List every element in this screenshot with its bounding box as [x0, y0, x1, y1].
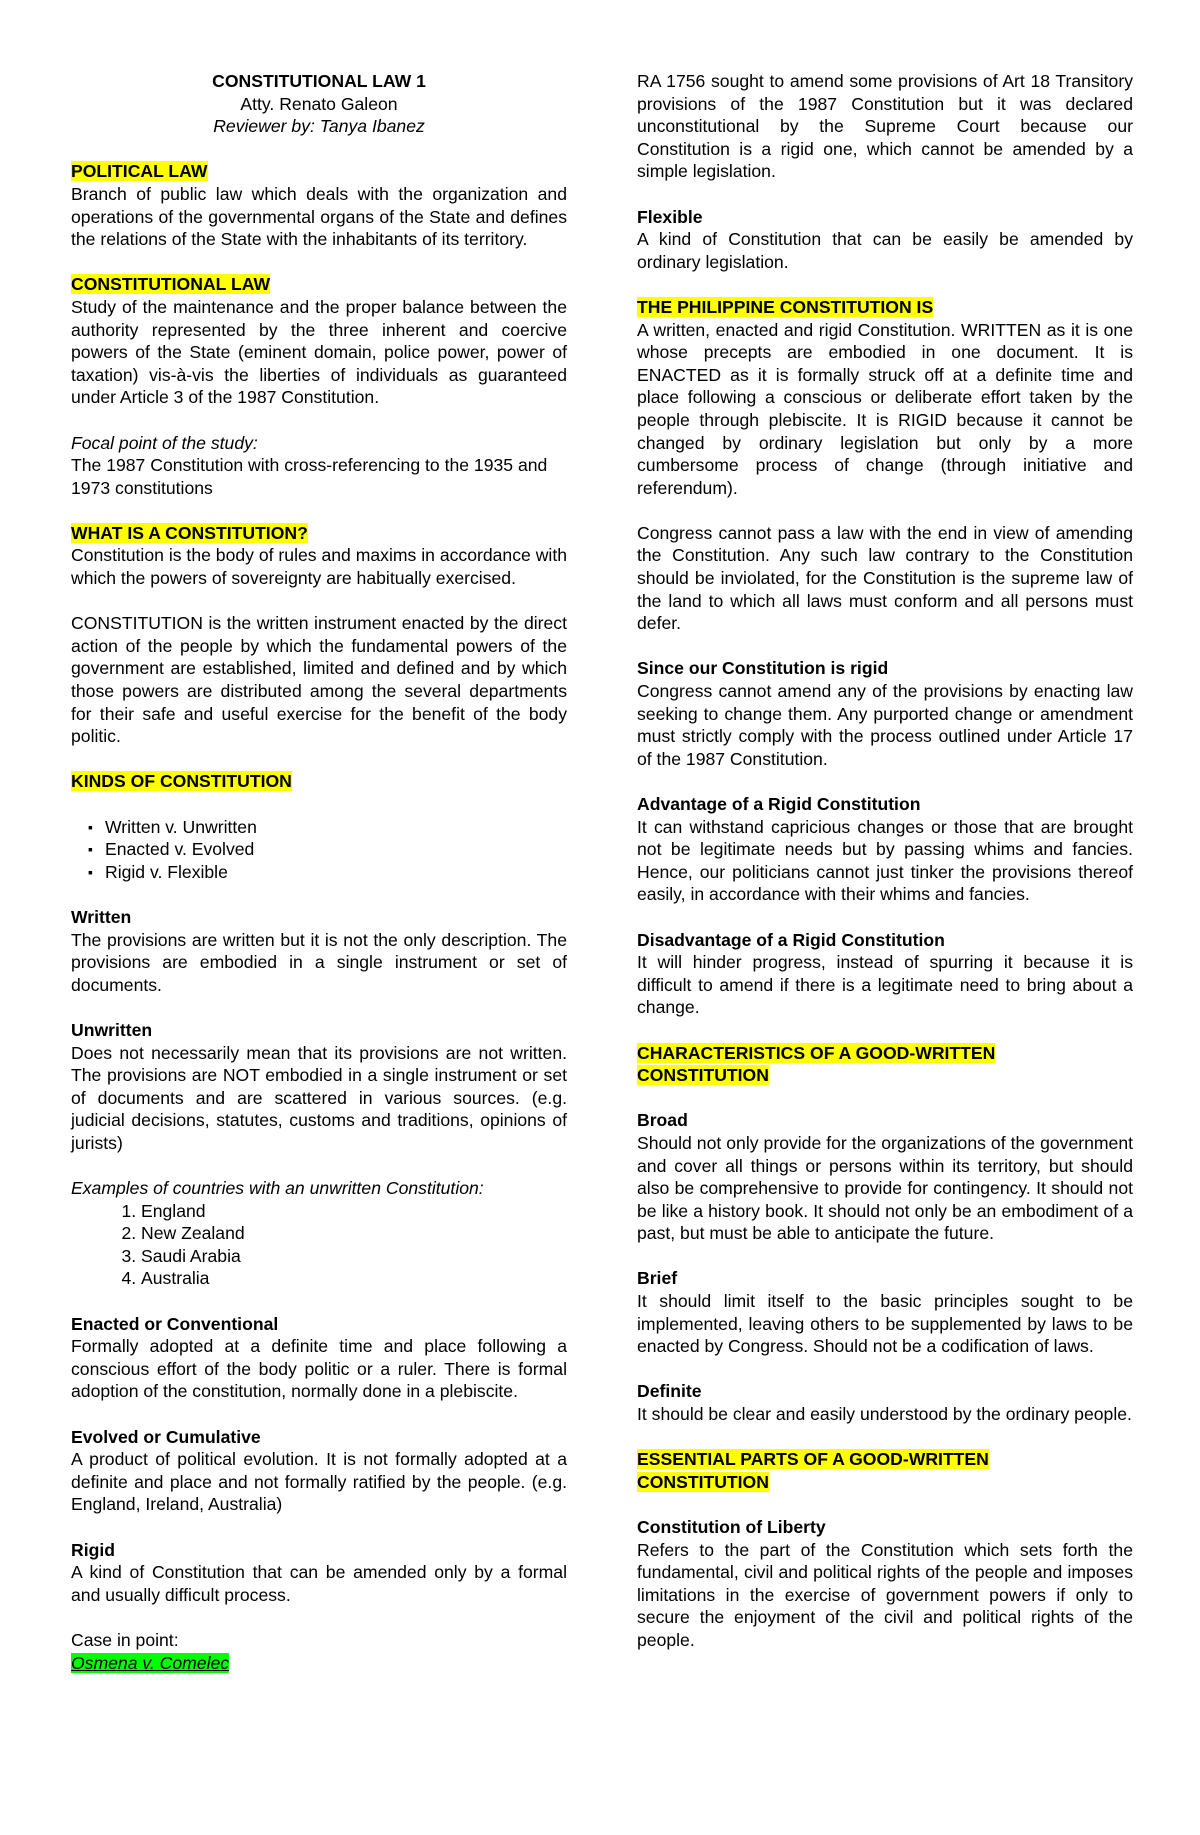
heading-what-is-constitution: WHAT IS A CONSTITUTION?: [71, 522, 308, 543]
document-title: CONSTITUTIONAL LAW 1: [212, 71, 426, 91]
ra1756-text: RA 1756 sought to amend some provisions of Art 18 Transitory provisions of the 1987 Constitution but it was declared unconstitutional by the Supreme Court because our Constitution is a rigid one, which cannot be amended by a simple legislation.: [637, 71, 1133, 182]
right-column: [637, 70, 1133, 1652]
list-item: ▪ Rigid v. Flexible: [105, 861, 567, 884]
heading-kinds-of-constitution: KINDS OF CONSTITUTION: [71, 771, 292, 792]
heading-broad: Broad: [637, 1110, 688, 1131]
heading-characteristics-line2: CONSTITUTION: [637, 1065, 769, 1086]
definite-text: It should be clear and easily understood by the ordinary people.: [637, 1404, 1132, 1425]
focal-point-text: The 1987 Constitution with cross-referencing to the 1935 and 1973 constitutions: [71, 455, 548, 498]
disadvantage-text: It will hinder progress, instead of spurring it because it is difficult to amend if there is a legitimate need to bring about a change.: [637, 952, 1133, 1018]
kinds-list: [71, 816, 567, 884]
heading-advantage: Advantage of a Rigid Constitution: [637, 794, 921, 814]
advantage-text: It can withstand capricious changes or those that are brought not be legitimate needs but by passing whims and fancies. Hence, our politicians cannot just tinker the provisions thereof easily, in accordance with their whims and fancies.: [637, 816, 1133, 905]
list-item: ▪ Written v. Unwritten: [105, 816, 567, 839]
author-line: Atty. Renato Galeon: [240, 93, 398, 114]
heading-flexible: Flexible: [637, 206, 703, 227]
list-item: ▪ Enacted v. Evolved: [105, 838, 567, 861]
heading-political-law: POLITICAL LAW: [71, 161, 208, 182]
heading-essential-line1: ESSENTIAL PARTS OF A GOOD-WRITTEN: [637, 1449, 989, 1470]
case-link[interactable]: Osmena v. Comelec: [71, 1652, 230, 1673]
heading-written: Written: [71, 906, 132, 927]
unwritten-text: Does not necessarily mean that its provisions are not written. The provisions are NOT embodied in a single instrument or set of documents and are scattered in various sources. (e.g. judicial decisions, statutes, customs and traditions, opinions of jurists): [71, 1042, 567, 1153]
heading-constitution-of-liberty: Constitution of Liberty: [637, 1517, 826, 1537]
since-rigid-text: Congress cannot amend any of the provisions by enacting law seeking to change them. Any purported change or amendment must strictly comply with the process outlined under Article 17 of the 1987 Constitution.: [637, 681, 1133, 769]
list-item: 1. England: [141, 1200, 567, 1223]
examples-list: [71, 1200, 567, 1290]
heading-characteristics-line1: CHARACTERISTICS OF A GOOD-WRITTEN: [637, 1042, 996, 1063]
heading-since-rigid: Since our Constitution is rigid: [637, 658, 889, 679]
philippine-text-1: A written, enacted and rigid Constitution. WRITTEN as it is one whose precepts are embodied in one document. It is ENACTED as it is formally struck off at a definite time and place following a conscious or deliberate effort taken by the people through plebiscite. It is RIGID because it cannot be changed by ordinary legislation but only by a more cumbersome process of change (through initiative and referendum).: [637, 319, 1133, 498]
written-text: The provisions are written but it is not the only description. The provisions are embodied in a single instrument or set of documents.: [71, 929, 567, 995]
reviewer-line: Reviewer by: Tanya Ibanez: [213, 116, 425, 137]
case-in-point-label: Case in point:: [71, 1629, 179, 1650]
philippine-text-2: Congress cannot pass a law with the end in view of amending the Constitution. Any such law contrary to the Constitution should be inviolated, for the Constitution is the supreme law of the land to which all laws must conform and all persons must defer.: [637, 522, 1133, 634]
list-item: 4. Australia: [141, 1267, 567, 1290]
political-law-text: Branch of public law which deals with the organization and operations of the governmental organs of the State and defines the relations of the State with the inhabitants of its territory.: [71, 183, 567, 250]
heading-philippine-constitution: THE PHILIPPINE CONSTITUTION IS: [637, 296, 934, 317]
rigid-text: A kind of Constitution that can be amended only by a formal and usually difficult process.: [71, 1562, 567, 1605]
heading-evolved: Evolved or Cumulative: [71, 1426, 261, 1447]
heading-disadvantage: Disadvantage of a Rigid Constitution: [637, 929, 945, 950]
examples-label: Examples of countries with an unwritten Constitution:: [71, 1178, 484, 1199]
evolved-text: A product of political evolution. It is not formally adopted at a definite and place and not formally ratified by the people. (e.g. England, Ireland, Australia): [71, 1449, 567, 1515]
what-is-text-1: Constitution is the body of rules and maxims in accordance with which the powers of sovereignty are habitually exercised.: [71, 545, 567, 589]
flexible-text: A kind of Constitution that can be easily be amended by ordinary legislation.: [637, 229, 1133, 272]
heading-constitutional-law: CONSTITUTIONAL LAW: [71, 274, 271, 295]
heading-definite: Definite: [637, 1381, 702, 1402]
focal-point-label: Focal point of the study:: [71, 432, 258, 453]
list-item: 2. New Zealand: [141, 1222, 567, 1245]
heading-rigid: Rigid: [71, 1539, 115, 1560]
brief-text: It should limit itself to the basic principles sought to be implemented, leaving others to be supplemented by laws to be enacted by Congress. Should not be a codification of laws.: [637, 1291, 1133, 1357]
liberty-text: Refers to the part of the Constitution which sets forth the fundamental, civil and political rights of the people and imposes limitations in the exercise of government powers if only to secure the enjoyment of the civil and political rights of the people.: [637, 1539, 1133, 1650]
heading-unwritten: Unwritten: [71, 1019, 153, 1040]
list-item: 3. Saudi Arabia: [141, 1245, 567, 1268]
left-column: [71, 70, 567, 1674]
what-is-text-2: CONSTITUTION is the written instrument enacted by the direct action of the people by which the fundamental powers of the government are established, limited and defined and by which those powers are distributed among the several departments for their safe and useful exercise for the benefit of the body politic.: [71, 613, 567, 747]
heading-essential-line2: CONSTITUTION: [637, 1471, 769, 1492]
constitutional-law-text: Study of the maintenance and the proper balance between the authority represented by the three inherent and coercive powers of the State (eminent domain, police power, power of taxation) vis-à-vis the liberties of individuals as guaranteed under Article 3 of the 1987 Constitution.: [71, 296, 567, 408]
enacted-text: Formally adopted at a definite time and place following a conscious effort of the body politic or a ruler. There is formal adoption of the constitution, normally done in a plebiscite.: [71, 1336, 567, 1402]
broad-text: Should not only provide for the organizations of the government and cover all things or persons within its territory, but should also be comprehensive to provide for contingency. It should not be like a history book. It should not only be an embodiment of a past, but must be able to anticipate the future.: [637, 1132, 1133, 1244]
heading-enacted: Enacted or Conventional: [71, 1313, 279, 1334]
heading-brief: Brief: [637, 1268, 678, 1289]
